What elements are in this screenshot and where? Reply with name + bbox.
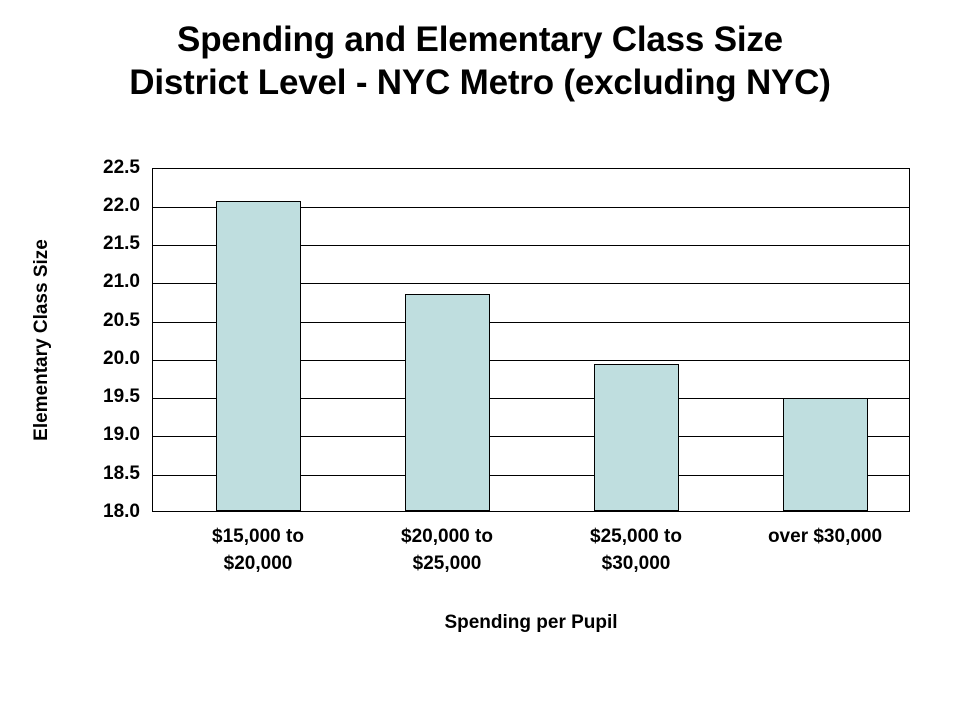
x-tick-label-3-line-1: $25,000 to [590,526,682,547]
y-tick-label: 21.0 [103,271,140,292]
y-tick-label: 20.0 [103,348,140,369]
chart-title-line-1: Spending and Elementary Class Size [177,20,783,59]
x-axis-title: Spending per Pupil [444,612,618,633]
x-tick-label-2-line-2: $25,000 [412,552,482,574]
y-tick-label: 18.0 [103,501,140,522]
x-tick-label-1-line-2: $20,000 [223,552,293,574]
x-tick-label-1 [168,524,348,578]
y-tick-label: 19.5 [103,386,140,407]
x-axis-tick-labels [152,524,910,594]
x-tick-label-2 [357,524,537,578]
y-tick-label: 21.5 [103,233,140,254]
chart-title-line-2: District Level - NYC Metro (excluding NYC) [129,63,831,103]
bar-series-3[interactable] [594,364,679,511]
y-tick-label: 22.5 [103,157,140,178]
bar-series-1[interactable] [216,201,301,511]
y-tick-label: 19.0 [103,424,140,445]
y-tick-label: 20.5 [103,310,140,331]
bar-series-2[interactable] [405,294,490,511]
y-axis-tick-labels [58,157,146,522]
x-tick-label-2-line-1: $20,000 to [401,526,493,547]
x-tick-label-3-line-2: $30,000 [601,552,671,574]
x-tick-label-1-line-1: $15,000 to [212,526,304,547]
bar-series-4[interactable] [783,398,868,511]
y-tick-label: 18.5 [103,463,140,484]
y-tick-label: 22.0 [103,195,140,216]
chart-title [0,18,960,105]
x-tick-label-4-line-1: over $30,000 [767,526,883,547]
x-tick-label-3 [546,524,726,578]
x-tick-label-4 [735,524,915,551]
y-axis-title-label: Elementary Class Size [31,239,52,441]
plot-area [152,168,910,512]
bars-container [153,169,909,511]
y-axis-title [28,168,56,512]
